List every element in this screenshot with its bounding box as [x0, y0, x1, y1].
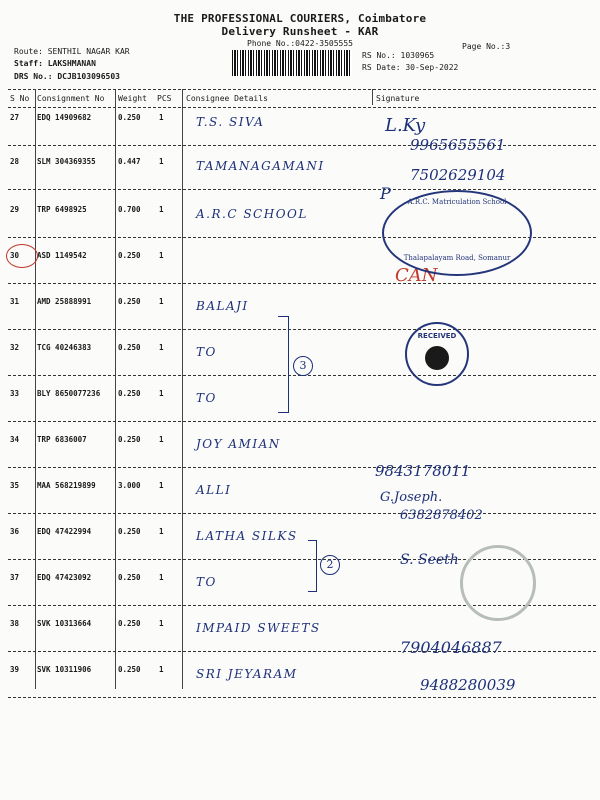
row-pcs: 1 [159, 435, 164, 444]
drs-number: DRS No.: DCJB103096503 [14, 72, 120, 81]
row-consignment-no: TRP 6498925 [37, 205, 87, 214]
row-divider [8, 329, 596, 330]
bracket-group-1 [278, 316, 289, 413]
phone-row-39: 9488280039 [420, 676, 516, 694]
barcode-image [232, 50, 352, 76]
group-mark-1: 3 [293, 356, 313, 376]
row-consignee: T.S. SIVA [196, 115, 265, 129]
row-sno: 35 [10, 481, 20, 490]
red-circle-mark [6, 244, 38, 268]
phone-row-27: 9965655561 [410, 136, 506, 154]
row-weight: 0.250 [118, 527, 141, 536]
row-consignee: TO [196, 391, 217, 405]
stamp-school-name: A.R.C. Matriculation School [407, 198, 507, 206]
row-pcs: 1 [159, 113, 164, 122]
column-line [35, 89, 36, 689]
row-divider [8, 145, 596, 146]
row-consignee: LATHA SILKS [196, 529, 298, 543]
row-consignee: TO [196, 345, 217, 359]
row-pcs: 1 [159, 343, 164, 352]
school-stamp [382, 190, 532, 276]
row-consignment-no: SVK 10311906 [37, 665, 92, 674]
row-pcs: 1 [159, 481, 164, 490]
row-weight: 0.250 [118, 343, 141, 352]
row-weight: 0.250 [118, 113, 141, 122]
row-pcs: 1 [159, 251, 164, 260]
stamp-received-text: RECEIVED [417, 332, 457, 340]
row-divider [8, 651, 596, 652]
row-pcs: 1 [159, 573, 164, 582]
row-consignment-no: SVK 10313664 [37, 619, 92, 628]
col-sno: S No [10, 94, 30, 103]
column-line [372, 89, 373, 105]
row-divider [8, 283, 596, 284]
row-divider [8, 513, 596, 514]
row-consignee: JOY AMIAN [196, 437, 281, 451]
sheet-title: Delivery Runsheet - KAR [221, 25, 379, 38]
divider [8, 89, 596, 90]
row-divider [8, 189, 596, 190]
row-consignment-no: MAA 568219899 [37, 481, 96, 490]
phone-row-35: 6382878402 [400, 508, 483, 523]
stamp-logo-icon [425, 346, 449, 370]
col-weight: Weight [118, 94, 147, 103]
signature-row-27: L.Ky [385, 115, 426, 136]
row-consignment-no: TCG 40246383 [37, 343, 92, 352]
route-label: Route: SENTHIL NAGAR KAR [14, 47, 130, 56]
rs-number: RS No.: 1030965 [362, 51, 435, 60]
row-sno: 38 [10, 619, 20, 628]
row-consignment-no: EDQ 14909682 [37, 113, 92, 122]
row-consignment-no: TRP 6836007 [37, 435, 87, 444]
bracket-group-2 [308, 540, 317, 592]
group-mark-2: 2 [320, 555, 340, 575]
row-consignee: A.R.C SCHOOL [196, 207, 308, 221]
row-pcs: 1 [159, 297, 164, 306]
row-consignee: TAMANAGAMANI [196, 159, 325, 173]
row-consignment-no: EDQ 47422994 [37, 527, 92, 536]
col-consignee: Consignee Details [186, 94, 268, 103]
row-sno: 30 [10, 251, 20, 260]
row-pcs: 1 [159, 205, 164, 214]
row-sno: 31 [10, 297, 20, 306]
signature-row-30: CAN [395, 265, 438, 286]
row-consignee: ALLI [196, 483, 232, 497]
row-weight: 0.250 [118, 389, 141, 398]
signature-row-29: P [380, 184, 391, 203]
row-weight: 0.250 [118, 573, 141, 582]
row-pcs: 1 [159, 619, 164, 628]
row-pcs: 1 [159, 157, 164, 166]
row-weight: 3.000 [118, 481, 141, 490]
column-line [115, 89, 116, 689]
row-consignee: IMPAID SWEETS [196, 621, 321, 635]
row-consignment-no: ASD 1149542 [37, 251, 87, 260]
row-sno: 32 [10, 343, 20, 352]
row-pcs: 1 [159, 389, 164, 398]
row-divider [8, 467, 596, 468]
row-sno: 33 [10, 389, 20, 398]
row-consignee: SRI JEYARAM [196, 667, 298, 681]
col-signature: Signature [376, 94, 420, 103]
phone-number: Phone No.:0422-3505555 [247, 39, 353, 48]
phone-row-34: 9843178011 [375, 462, 471, 480]
row-sno: 37 [10, 573, 20, 582]
row-weight: 0.250 [118, 251, 141, 260]
row-consignee: TO [196, 575, 217, 589]
col-consignment: Consignment No [37, 94, 105, 103]
staff-label: Staff: LAKSHMANAN [14, 59, 96, 68]
phone-row-28: 7502629104 [410, 166, 506, 184]
row-weight: 0.250 [118, 665, 141, 674]
row-sno: 36 [10, 527, 20, 536]
row-divider [8, 421, 596, 422]
row-divider [8, 697, 596, 698]
row-weight: 0.700 [118, 205, 141, 214]
row-weight: 0.250 [118, 619, 141, 628]
row-consignment-no: SLM 304369355 [37, 157, 96, 166]
stamp-school-address: Thalapalayam Road, Somanur [403, 254, 511, 262]
signature-row-35: G.Joseph. [380, 490, 443, 505]
company-title: THE PROFESSIONAL COURIERS, Coimbatore [173, 12, 427, 25]
signature-row-36: S. Seeth [400, 552, 459, 568]
row-sno: 27 [10, 113, 20, 122]
page-number: Page No.:3 [462, 42, 511, 51]
row-sno: 28 [10, 157, 20, 166]
row-sno: 39 [10, 665, 20, 674]
round-stamp-icon [460, 545, 536, 621]
rs-date: RS Date: 30-Sep-2022 [362, 63, 459, 72]
row-consignee: BALAJI [196, 299, 249, 313]
col-pcs: PCS [157, 94, 172, 103]
row-sno: 29 [10, 205, 20, 214]
row-sno: 34 [10, 435, 20, 444]
row-weight: 0.447 [118, 157, 141, 166]
row-pcs: 1 [159, 665, 164, 674]
phone-row-38: 7904046887 [400, 638, 502, 657]
divider [8, 107, 596, 108]
row-consignment-no: AMD 25888991 [37, 297, 92, 306]
column-line [182, 89, 183, 689]
row-pcs: 1 [159, 527, 164, 536]
received-stamp [405, 322, 469, 386]
row-weight: 0.250 [118, 435, 141, 444]
row-weight: 0.250 [118, 297, 141, 306]
row-consignment-no: BLY 8650077236 [37, 389, 101, 398]
row-consignment-no: EDQ 47423092 [37, 573, 92, 582]
